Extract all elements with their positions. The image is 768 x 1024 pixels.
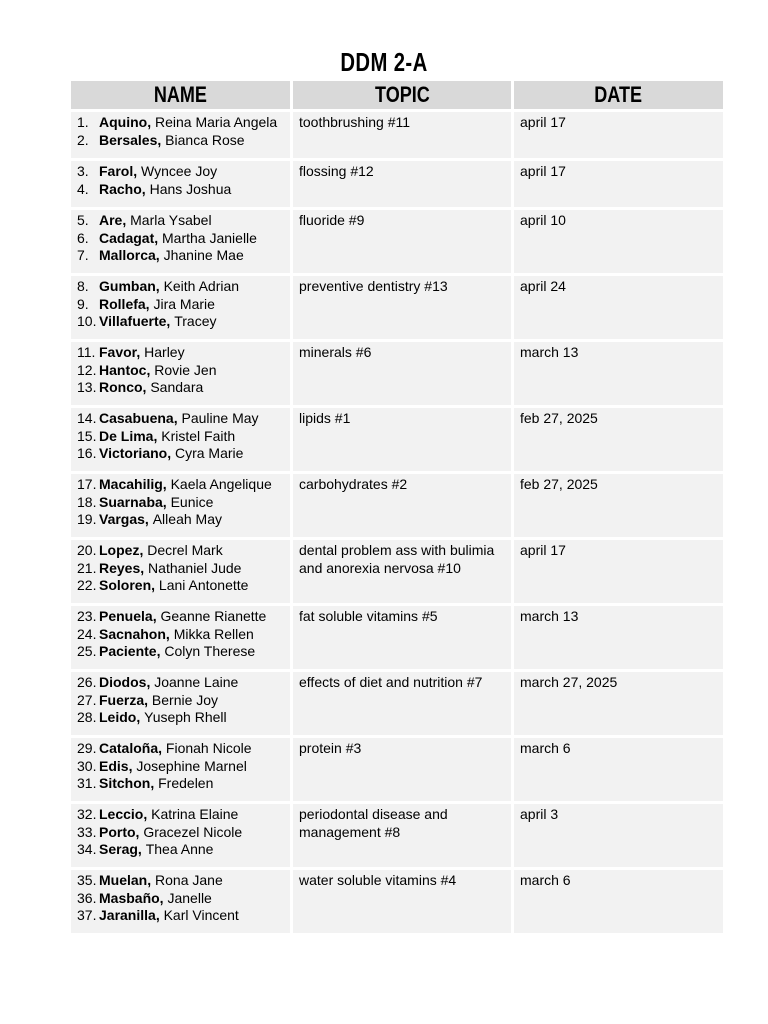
member-number: 4. <box>77 180 89 197</box>
member-entry <box>77 511 284 529</box>
member-given-name: Pauline May <box>181 410 259 426</box>
member-given-name: Wyncee Joy <box>141 163 218 179</box>
member-given-name: Kaela Angelique <box>170 476 272 492</box>
member-surname: Favor, <box>99 344 141 360</box>
schedule-body <box>71 112 723 933</box>
member-given-name: Keith Adrian <box>163 278 240 294</box>
date-cell: april 24 <box>514 276 723 339</box>
member-entry <box>77 163 284 181</box>
topic-cell: carbohydrates #2 <box>293 474 511 537</box>
member-entry <box>77 890 284 908</box>
member-given-name: Katrina Elaine <box>151 806 239 822</box>
date-cell: april 17 <box>514 540 723 603</box>
member-given-name: Geanne Rianette <box>160 608 267 624</box>
member-number: 33. <box>77 823 97 840</box>
member-entry <box>77 542 284 560</box>
member-entry <box>77 626 284 644</box>
member-given-name: Harley <box>144 344 185 360</box>
member-given-name: Hans Joshua <box>149 180 232 197</box>
member-given-name: Nathaniel Jude <box>148 559 242 576</box>
member-number: 8. <box>77 278 89 294</box>
member-number: 28. <box>77 709 97 726</box>
member-number: 23. <box>77 608 97 624</box>
member-given-name: Sandara <box>150 379 204 396</box>
member-given-name: Rona Jane <box>155 872 223 888</box>
member-given-name: Jhanine Mae <box>163 247 244 264</box>
member-surname: Villafuerte, <box>99 313 171 330</box>
member-number: 32. <box>77 806 97 822</box>
members-cell <box>71 161 290 207</box>
member-given-name: Mikka Rellen <box>173 625 254 642</box>
member-surname: De Lima, <box>99 427 158 444</box>
member-entry <box>77 674 284 692</box>
member-number: 27. <box>77 691 97 708</box>
member-entry <box>77 362 284 380</box>
member-given-name: Joanne Laine <box>154 674 239 690</box>
member-number: 19. <box>77 511 97 528</box>
member-entry <box>77 740 284 758</box>
member-entry <box>77 907 284 925</box>
date-cell: april 10 <box>514 210 723 273</box>
members-cell <box>71 540 290 603</box>
member-entry <box>77 230 284 248</box>
member-entry <box>77 560 284 578</box>
member-surname: Leccio, <box>99 806 148 822</box>
member-number: 13. <box>77 379 97 396</box>
member-number: 26. <box>77 674 97 690</box>
member-given-name: Kristel Faith <box>161 427 236 444</box>
date-cell: april 17 <box>514 161 723 207</box>
member-surname: Racho, <box>99 180 146 197</box>
table-row <box>71 540 723 603</box>
member-entry <box>77 114 284 132</box>
member-number: 5. <box>77 212 89 228</box>
topic-cell: lipids #1 <box>293 408 511 471</box>
member-number: 31. <box>77 775 97 792</box>
date-column-header: DATE <box>514 81 723 109</box>
topic-cell: flossing #12 <box>293 161 511 207</box>
member-entry <box>77 577 284 595</box>
member-surname: Lopez, <box>99 542 144 558</box>
member-given-name: Janelle <box>167 889 212 906</box>
member-given-name: Gracezel Nicole <box>143 823 243 840</box>
members-cell <box>71 408 290 471</box>
member-entry <box>77 692 284 710</box>
table-row <box>71 474 723 537</box>
member-surname: Suarnaba, <box>99 493 167 510</box>
member-entry <box>77 344 284 362</box>
member-number: 34. <box>77 841 97 858</box>
member-surname: Masbaño, <box>99 889 164 906</box>
member-surname: Edis, <box>99 757 133 774</box>
member-entry <box>77 841 284 859</box>
date-cell: march 13 <box>514 342 723 405</box>
member-surname: Reyes, <box>99 559 145 576</box>
member-given-name: Tracey <box>174 313 217 330</box>
member-number: 9. <box>77 295 89 312</box>
members-cell <box>71 112 290 158</box>
topic-cell: water soluble vitamins #4 <box>293 870 511 933</box>
member-given-name: Karl Vincent <box>163 907 239 924</box>
member-entry <box>77 181 284 199</box>
header-row <box>71 81 723 109</box>
topic-cell: minerals #6 <box>293 342 511 405</box>
table-row <box>71 342 723 405</box>
member-given-name: Decrel Mark <box>147 542 223 558</box>
member-entry <box>77 709 284 727</box>
member-surname: Leido, <box>99 709 141 726</box>
members-cell <box>71 342 290 405</box>
member-entry <box>77 806 284 824</box>
member-number: 35. <box>77 872 97 888</box>
member-surname: Cadagat, <box>99 229 159 246</box>
member-number: 15. <box>77 427 97 444</box>
member-surname: Aquino, <box>99 114 152 130</box>
member-entry <box>77 278 284 296</box>
member-entry <box>77 247 284 265</box>
member-entry <box>77 824 284 842</box>
table-row <box>71 738 723 801</box>
document-title: DDM 2-A <box>340 47 428 77</box>
member-surname: Macahilig, <box>99 476 167 492</box>
member-number: 37. <box>77 907 97 924</box>
member-entry <box>77 428 284 446</box>
member-surname: Gumban, <box>99 278 160 294</box>
topic-cell: effects of diet and nutrition #7 <box>293 672 511 735</box>
member-surname: Penuela, <box>99 608 157 624</box>
member-surname: Cataloña, <box>99 740 163 756</box>
member-number: 25. <box>77 643 97 660</box>
table-row <box>71 804 723 867</box>
member-number: 6. <box>77 229 89 246</box>
table-row <box>71 870 723 933</box>
table-row <box>71 210 723 273</box>
member-number: 21. <box>77 559 97 576</box>
member-surname: Hantoc, <box>99 361 151 378</box>
table-row <box>71 276 723 339</box>
date-cell: april 17 <box>514 112 723 158</box>
member-surname: Soloren, <box>99 577 156 594</box>
date-cell: april 3 <box>514 804 723 867</box>
member-number: 18. <box>77 493 97 510</box>
member-given-name: Josephine Marnel <box>136 757 247 774</box>
member-surname: Bersales, <box>99 131 162 148</box>
member-surname: Rollefa, <box>99 295 150 312</box>
members-cell <box>71 738 290 801</box>
date-cell: march 6 <box>514 870 723 933</box>
member-given-name: Colyn Therese <box>164 643 256 660</box>
members-cell <box>71 210 290 273</box>
member-surname: Paciente, <box>99 643 161 660</box>
member-given-name: Rovie Jen <box>154 361 217 378</box>
member-surname: Muelan, <box>99 872 152 888</box>
member-given-name: Martha Janielle <box>162 229 257 246</box>
member-entry <box>77 476 284 494</box>
topic-cell: fluoride #9 <box>293 210 511 273</box>
member-number: 24. <box>77 625 97 642</box>
topic-cell: fat soluble vitamins #5 <box>293 606 511 669</box>
member-surname: Fuerza, <box>99 691 149 708</box>
table-row <box>71 112 723 158</box>
member-given-name: Cyra Marie <box>174 445 244 462</box>
member-surname: Mallorca, <box>99 247 160 264</box>
table-row <box>71 408 723 471</box>
member-entry <box>77 379 284 397</box>
member-entry <box>77 445 284 463</box>
members-cell <box>71 672 290 735</box>
member-number: 10. <box>77 313 97 330</box>
member-surname: Victoriano, <box>99 445 172 462</box>
member-number: 16. <box>77 445 97 462</box>
member-number: 14. <box>77 410 97 426</box>
members-cell <box>71 606 290 669</box>
member-given-name: Lani Antonette <box>158 577 249 594</box>
table-row <box>71 161 723 207</box>
member-surname: Casabuena, <box>99 410 178 426</box>
member-surname: Sacnahon, <box>99 625 170 642</box>
member-entry <box>77 608 284 626</box>
member-surname: Serag, <box>99 841 142 858</box>
member-number: 29. <box>77 740 97 756</box>
member-given-name: Reina Maria Angela <box>155 114 278 130</box>
member-number: 20. <box>77 542 97 558</box>
member-entry <box>77 296 284 314</box>
table-row <box>71 672 723 735</box>
date-cell: march 6 <box>514 738 723 801</box>
member-surname: Farol, <box>99 163 138 179</box>
topic-column-header: TOPIC <box>293 81 511 109</box>
member-given-name: Bernie Joy <box>151 691 219 708</box>
member-entry <box>77 410 284 428</box>
member-number: 1. <box>77 114 89 130</box>
member-entry <box>77 212 284 230</box>
member-number: 12. <box>77 361 97 378</box>
member-number: 30. <box>77 757 97 774</box>
member-entry <box>77 872 284 890</box>
member-given-name: Alleah May <box>152 511 222 528</box>
member-given-name: Fredelen <box>158 775 214 792</box>
member-surname: Are, <box>99 212 127 228</box>
member-given-name: Eunice <box>170 493 214 510</box>
member-surname: Vargas, <box>99 511 149 528</box>
topic-cell: preventive dentistry #13 <box>293 276 511 339</box>
member-given-name: Jira Marie <box>153 295 215 312</box>
member-entry <box>77 494 284 512</box>
member-given-name: Marla Ysabel <box>130 212 212 228</box>
members-cell <box>71 870 290 933</box>
member-given-name: Yuseph Rhell <box>144 709 227 726</box>
member-number: 17. <box>77 476 97 492</box>
topic-cell: toothbrushing #11 <box>293 112 511 158</box>
members-cell <box>71 474 290 537</box>
member-number: 11. <box>77 344 96 360</box>
member-number: 7. <box>77 247 89 264</box>
member-surname: Diodos, <box>99 674 151 690</box>
members-cell <box>71 804 290 867</box>
date-cell: march 27, 2025 <box>514 672 723 735</box>
member-entry <box>77 775 284 793</box>
members-cell <box>71 276 290 339</box>
member-entry <box>77 132 284 150</box>
member-number: 22. <box>77 577 97 594</box>
topic-cell: dental problem ass with bulimia and anorexia nervosa #10 <box>293 540 511 603</box>
member-given-name: Fionah Nicole <box>165 740 252 756</box>
member-given-name: Thea Anne <box>145 841 214 858</box>
name-column-header: NAME <box>71 81 290 109</box>
member-surname: Sitchon, <box>99 775 155 792</box>
schedule-table <box>68 78 726 936</box>
member-entry <box>77 643 284 661</box>
member-number: 36. <box>77 889 97 906</box>
member-surname: Ronco, <box>99 379 147 396</box>
member-number: 2. <box>77 131 89 148</box>
member-entry <box>77 758 284 776</box>
member-surname: Porto, <box>99 823 140 840</box>
topic-cell: periodontal disease and management #8 <box>293 804 511 867</box>
date-cell: feb 27, 2025 <box>514 408 723 471</box>
member-surname: Jaranilla, <box>99 907 160 924</box>
table-row <box>71 606 723 669</box>
topic-cell: protein #3 <box>293 738 511 801</box>
member-number: 3. <box>77 163 89 179</box>
member-given-name: Bianca Rose <box>165 131 245 148</box>
member-entry <box>77 313 284 331</box>
date-cell: march 13 <box>514 606 723 669</box>
date-cell: feb 27, 2025 <box>514 474 723 537</box>
